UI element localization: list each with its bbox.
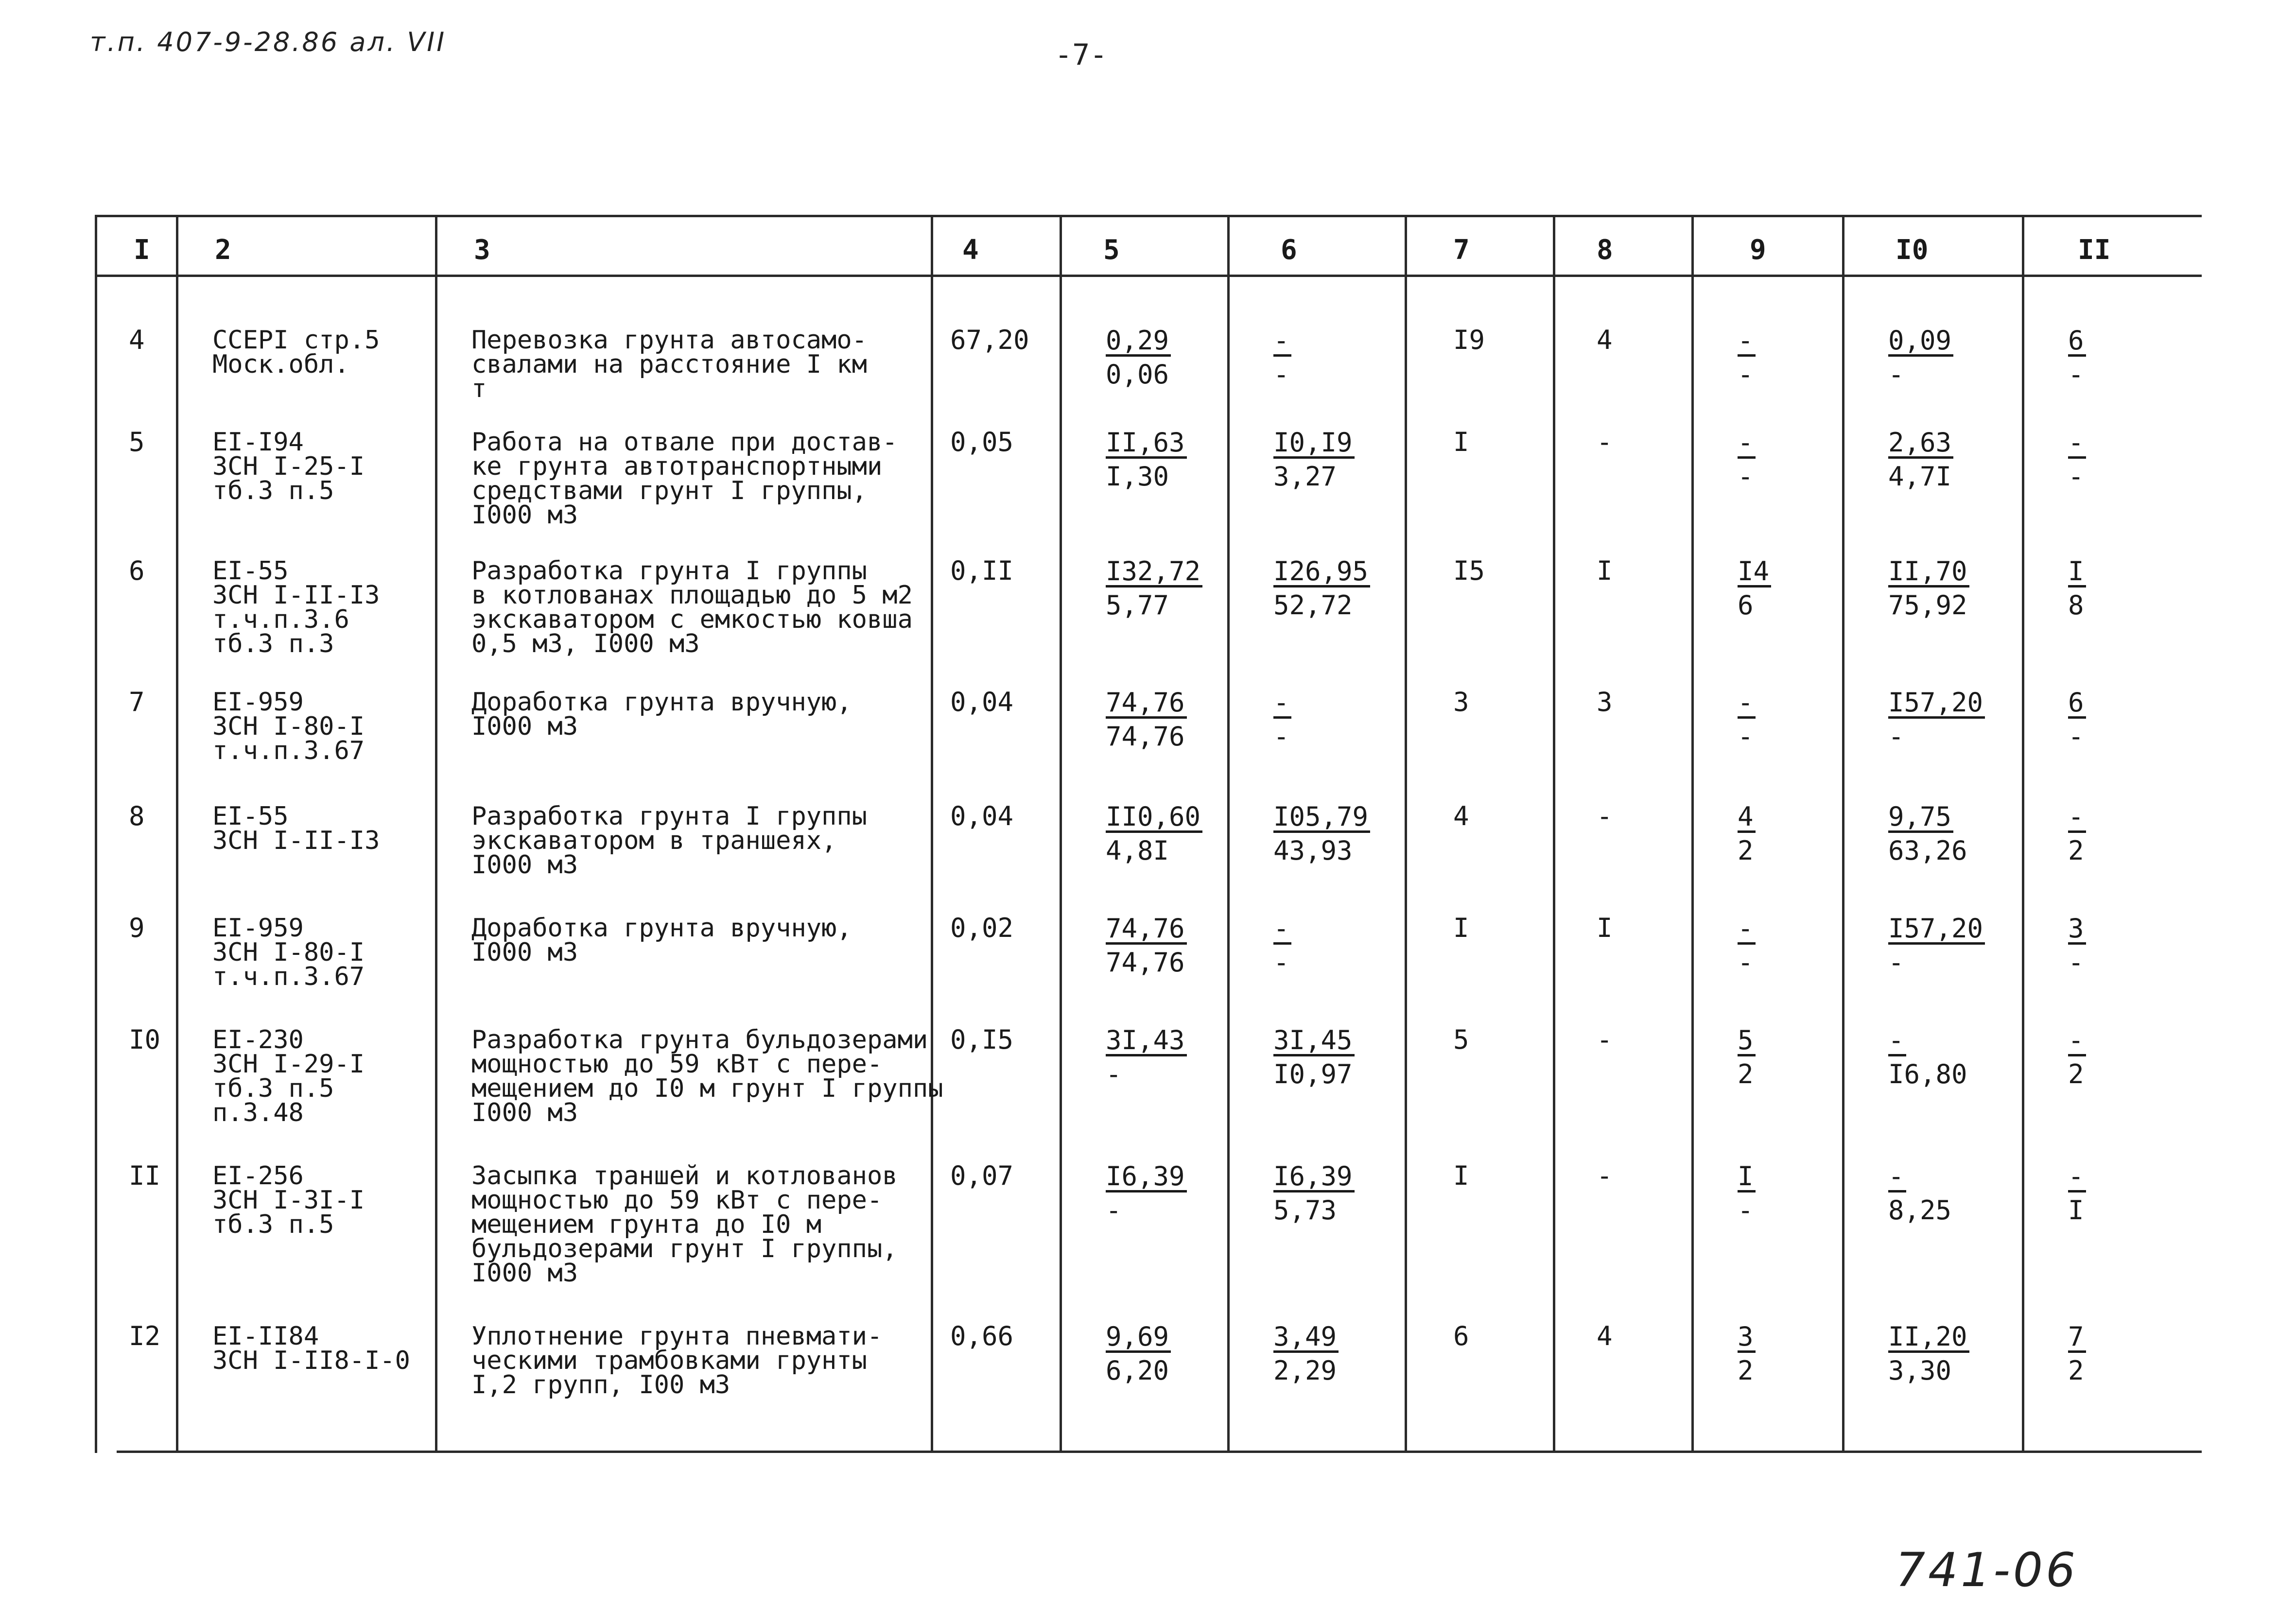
col11-value	[2068, 800, 2086, 868]
archive-number: 741-06	[1896, 1543, 2079, 1597]
col5-value	[1106, 1320, 1171, 1388]
col5-value	[1106, 426, 1187, 494]
col11-value	[2068, 426, 2086, 494]
col11-value-numerator: 7	[2068, 1323, 2086, 1353]
row-number: II	[129, 1160, 161, 1191]
quantity: 0,66	[950, 1321, 1014, 1351]
col9-value-numerator: 4	[1738, 803, 1756, 833]
col11-value-numerator: -	[2068, 1163, 2086, 1192]
column-divider	[2022, 215, 2024, 1453]
col9-value-denominator: -	[1738, 1195, 1754, 1226]
col9-value-denominator: -	[1738, 721, 1754, 752]
col6-value-denominator: -	[1273, 359, 1289, 390]
work-description: Разработка грунта I группы экскаватором в траншеях, I000 м3	[471, 802, 867, 880]
col11-value	[2068, 324, 2086, 392]
col6-value-numerator: -	[1273, 689, 1291, 719]
quantity: 0,02	[950, 913, 1014, 943]
col5-value	[1106, 912, 1187, 980]
col11-value	[2068, 1160, 2086, 1228]
col9-value-denominator: -	[1738, 947, 1754, 978]
col5-value-denominator: 74,76	[1106, 721, 1185, 752]
col7-value: I	[1453, 1160, 1469, 1191]
column-header: 4	[962, 234, 979, 266]
col10-value-denominator: -	[1888, 947, 1904, 978]
col6-value	[1273, 426, 1355, 494]
quantity: 0,04	[950, 687, 1014, 717]
col10-value-denominator: I6,80	[1888, 1059, 1967, 1089]
col5-value-denominator: 74,76	[1106, 947, 1185, 978]
col10-value-numerator: I57,20	[1888, 689, 1985, 719]
col10-value-numerator: 2,63	[1888, 429, 1953, 459]
col11-value-denominator: 8	[2068, 590, 2084, 621]
col8-value: 4	[1597, 325, 1613, 355]
col11-value	[2068, 912, 2086, 980]
col8-value: -	[1597, 427, 1613, 457]
work-description: Работа на отвале при достав- ке грунта автотранспортными средствами грунт I группы, I000 м3	[471, 428, 898, 530]
column-header: 6	[1281, 234, 1297, 266]
col11-value	[2068, 686, 2086, 754]
col5-value-numerator: 3I,43	[1106, 1027, 1187, 1056]
col9-value	[1738, 1320, 1756, 1388]
col6-value-numerator: -	[1273, 915, 1291, 945]
col10-value-numerator: -	[1888, 1027, 1906, 1056]
col8-value: I	[1597, 555, 1613, 586]
col11-value-denominator: -	[2068, 461, 2084, 492]
col11-value-denominator: -	[2068, 359, 2084, 390]
table-header-rule	[95, 275, 2202, 277]
col6-value	[1273, 324, 1291, 392]
col5-value-numerator: I32,72	[1106, 558, 1202, 588]
col5-value-numerator: I6,39	[1106, 1163, 1187, 1192]
work-description: Перевозка грунта автосамо- свалами на расстояние I км т	[471, 326, 867, 403]
column-divider	[1060, 215, 1062, 1453]
col8-value: 4	[1597, 1321, 1613, 1351]
col6-value	[1273, 555, 1370, 623]
col10-value	[1888, 1160, 1951, 1228]
col6-value-numerator: I26,95	[1273, 558, 1370, 588]
col10-value-denominator: 4,7I	[1888, 461, 1952, 492]
col9-value-numerator: -	[1738, 915, 1756, 945]
column-divider	[95, 215, 97, 1453]
column-divider	[1227, 215, 1230, 1453]
col7-value: I9	[1453, 325, 1485, 355]
col11-value-numerator: 3	[2068, 915, 2086, 945]
col9-value-numerator: -	[1738, 327, 1756, 357]
col6-value	[1273, 686, 1291, 754]
col5-value	[1106, 324, 1171, 392]
column-divider	[1553, 215, 1555, 1453]
row-number: 4	[129, 325, 145, 355]
col10-value-numerator: -	[1888, 1163, 1906, 1192]
table-top-rule	[95, 215, 2202, 217]
col5-value-denominator: -	[1106, 1195, 1122, 1226]
col10-value-denominator: 75,92	[1888, 590, 1967, 621]
row-number: I2	[129, 1321, 161, 1351]
column-header: 2	[215, 234, 231, 266]
col9-value-numerator: -	[1738, 689, 1756, 719]
col9-value	[1738, 555, 1771, 623]
col10-value-denominator: -	[1888, 359, 1904, 390]
col10-value	[1888, 912, 1985, 980]
col11-value-denominator: -	[2068, 947, 2084, 978]
col11-value-numerator: 6	[2068, 327, 2086, 357]
col10-value-numerator: II,20	[1888, 1323, 1969, 1353]
col6-value	[1273, 1160, 1355, 1228]
col11-value-numerator: 6	[2068, 689, 2086, 719]
col11-value-denominator: 2	[2068, 1355, 2084, 1386]
col7-value: 4	[1453, 801, 1469, 831]
norm-code: ССЕРI стр.5 Моск.обл.	[212, 326, 380, 379]
col10-value	[1888, 426, 1953, 494]
column-divider	[1842, 215, 1844, 1453]
quantity: 0,07	[950, 1160, 1014, 1191]
column-divider	[176, 215, 178, 1453]
norm-code: EI-55 ЗСН I-II-I3	[212, 802, 380, 855]
col9-value-denominator: -	[1738, 359, 1754, 390]
quantity: 67,20	[950, 325, 1029, 355]
column-header: 9	[1750, 234, 1766, 266]
col5-value-numerator: 74,76	[1106, 689, 1187, 719]
col7-value: I	[1453, 427, 1469, 457]
row-number: 9	[129, 913, 145, 943]
col11-value-numerator: -	[2068, 429, 2086, 459]
column-divider	[931, 215, 933, 1453]
row-number: 8	[129, 801, 145, 831]
col10-value-numerator: II,70	[1888, 558, 1969, 588]
col9-value	[1738, 800, 1756, 868]
page-number: -7-	[1055, 38, 1108, 72]
col6-value	[1273, 1320, 1339, 1388]
col6-value-numerator: -	[1273, 327, 1291, 357]
col6-value-denominator: 43,93	[1273, 835, 1353, 866]
col5-value-numerator: 74,76	[1106, 915, 1187, 945]
col5-value-numerator: 9,69	[1106, 1323, 1171, 1353]
col10-value-numerator: 0,09	[1888, 327, 1953, 357]
column-header: 5	[1103, 234, 1120, 266]
column-header: 3	[474, 234, 490, 266]
column-header: 8	[1597, 234, 1613, 266]
col9-value-denominator: 2	[1738, 1355, 1754, 1386]
col5-value-denominator: 6,20	[1106, 1355, 1169, 1386]
column-header: II	[2078, 234, 2111, 266]
col9-value-denominator: 2	[1738, 835, 1754, 866]
col5-value	[1106, 1160, 1187, 1228]
col5-value	[1106, 800, 1202, 868]
col9-value	[1738, 912, 1756, 980]
col8-value: -	[1597, 801, 1613, 831]
work-description: Уплотнение грунта пневмати- ческими трамбовками грунты I,2 групп, I00 м3	[471, 1322, 883, 1400]
col10-value	[1888, 800, 1967, 868]
col9-value-numerator: 5	[1738, 1027, 1756, 1056]
norm-code: EI-55 ЗСН I-II-I3 т.ч.п.3.6 тб.3 п.3	[212, 556, 380, 658]
col11-value	[2068, 1320, 2086, 1388]
col5-value	[1106, 1024, 1187, 1092]
col10-value	[1888, 324, 1953, 392]
col7-value: I	[1453, 913, 1469, 943]
col6-value-numerator: I05,79	[1273, 803, 1370, 833]
col9-value-numerator: I	[1738, 1163, 1756, 1192]
col6-value-denominator: -	[1273, 947, 1289, 978]
norm-code: EI-256 ЗСН I-3I-I тб.3 п.5	[212, 1161, 365, 1239]
quantity: 0,04	[950, 801, 1014, 831]
col9-value-numerator: I4	[1738, 558, 1771, 588]
column-divider	[435, 215, 437, 1453]
col10-value-denominator: -	[1888, 721, 1904, 752]
col6-value-denominator: 5,73	[1273, 1195, 1337, 1226]
document-reference: т.п. 407-9-28.86 ал. VII	[90, 27, 447, 57]
col9-value	[1738, 426, 1756, 494]
norm-code: EI-II84 ЗСН I-II8-I-0	[212, 1322, 410, 1375]
col9-value-denominator: 2	[1738, 1059, 1754, 1089]
col7-value: 3	[1453, 687, 1469, 717]
col9-value	[1738, 1024, 1756, 1092]
col8-value: -	[1597, 1160, 1613, 1191]
col6-value-denominator: I0,97	[1273, 1059, 1353, 1089]
col9-value-numerator: 3	[1738, 1323, 1756, 1353]
col8-value: 3	[1597, 687, 1613, 717]
col11-value	[2068, 555, 2086, 623]
col5-value-numerator: II,63	[1106, 429, 1187, 459]
col5-value-denominator: 0,06	[1106, 359, 1169, 390]
col6-value	[1273, 912, 1291, 980]
col9-value-numerator: -	[1738, 429, 1756, 459]
column-divider	[1691, 215, 1694, 1453]
col11-value-denominator: I	[2068, 1195, 2084, 1226]
col7-value: I5	[1453, 555, 1485, 586]
col11-value-numerator: -	[2068, 803, 2086, 833]
col8-value: I	[1597, 913, 1613, 943]
col5-value	[1106, 686, 1187, 754]
row-number: 7	[129, 687, 145, 717]
col9-value	[1738, 686, 1756, 754]
col10-value-denominator: 3,30	[1888, 1355, 1952, 1386]
col10-value	[1888, 1320, 1969, 1388]
col5-value-denominator: I,30	[1106, 461, 1169, 492]
work-description: Разработка грунта I группы в котлованах площадью до 5 м2 экскаватором с емкостью ковша 0,5 м3, I000 м3	[471, 556, 913, 658]
col6-value	[1273, 1024, 1355, 1092]
col10-value	[1888, 555, 1969, 623]
col9-value-denominator: -	[1738, 461, 1754, 492]
col10-value-denominator: 63,26	[1888, 835, 1967, 866]
col11-value-denominator: 2	[2068, 835, 2084, 866]
norm-code: EI-I94 ЗСН I-25-I тб.3 п.5	[212, 428, 365, 505]
work-description: Доработка грунта вручную, I000 м3	[471, 688, 852, 741]
norm-code: EI-959 ЗСН I-80-I т.ч.п.3.67	[212, 688, 365, 765]
col10-value	[1888, 686, 1985, 754]
work-description: Разработка грунта бульдозерами мощностью до 59 кВт с пере- мещением до I0 м грунт I группы I000 м3	[471, 1025, 943, 1127]
col5-value-numerator: II0,60	[1106, 803, 1202, 833]
col9-value-denominator: 6	[1738, 590, 1754, 621]
col11-value-denominator: 2	[2068, 1059, 2084, 1089]
col5-value-denominator: -	[1106, 1059, 1122, 1089]
table-bottom-rule	[117, 1451, 2202, 1453]
norm-code: EI-230 ЗСН I-29-I тб.3 п.5 п.3.48	[212, 1025, 365, 1127]
quantity: 0,II	[950, 555, 1014, 586]
col6-value-numerator: 3,49	[1273, 1323, 1339, 1353]
col11-value-numerator: I	[2068, 558, 2086, 588]
col6-value-numerator: I0,I9	[1273, 429, 1355, 459]
quantity: 0,05	[950, 427, 1014, 457]
column-header: I	[134, 234, 150, 266]
col10-value-denominator: 8,25	[1888, 1195, 1952, 1226]
col5-value	[1106, 555, 1202, 623]
row-number: I0	[129, 1024, 161, 1055]
col5-value-numerator: 0,29	[1106, 327, 1171, 357]
col11-value	[2068, 1024, 2086, 1092]
col5-value-denominator: 4,8I	[1106, 835, 1169, 866]
col5-value-denominator: 5,77	[1106, 590, 1169, 621]
col9-value	[1738, 324, 1756, 392]
col6-value-numerator: 3I,45	[1273, 1027, 1355, 1056]
column-header: 7	[1453, 234, 1470, 266]
col6-value-denominator: 3,27	[1273, 461, 1337, 492]
col6-value	[1273, 800, 1370, 868]
column-header: I0	[1896, 234, 1929, 266]
col11-value-denominator: -	[2068, 721, 2084, 752]
column-divider	[1405, 215, 1407, 1453]
row-number: 6	[129, 555, 145, 586]
row-number: 5	[129, 427, 145, 457]
col6-value-denominator: 52,72	[1273, 590, 1353, 621]
col6-value-denominator: -	[1273, 721, 1289, 752]
col9-value	[1738, 1160, 1756, 1228]
col7-value: 5	[1453, 1024, 1469, 1055]
norm-code: EI-959 ЗСН I-80-I т.ч.п.3.67	[212, 914, 365, 991]
work-description: Доработка грунта вручную, I000 м3	[471, 914, 852, 967]
col10-value-numerator: I57,20	[1888, 915, 1985, 945]
col8-value: -	[1597, 1024, 1613, 1055]
work-description: Засыпка траншей и котлованов мощностью до 59 кВт с пере- мещением грунта до I0 м бульдозерами грунт I группы, I000 м3	[471, 1161, 898, 1288]
quantity: 0,I5	[950, 1024, 1014, 1055]
col10-value-numerator: 9,75	[1888, 803, 1953, 833]
col6-value-numerator: I6,39	[1273, 1163, 1355, 1192]
col10-value	[1888, 1024, 1967, 1092]
col6-value-denominator: 2,29	[1273, 1355, 1337, 1386]
col11-value-numerator: -	[2068, 1027, 2086, 1056]
col7-value: 6	[1453, 1321, 1469, 1351]
